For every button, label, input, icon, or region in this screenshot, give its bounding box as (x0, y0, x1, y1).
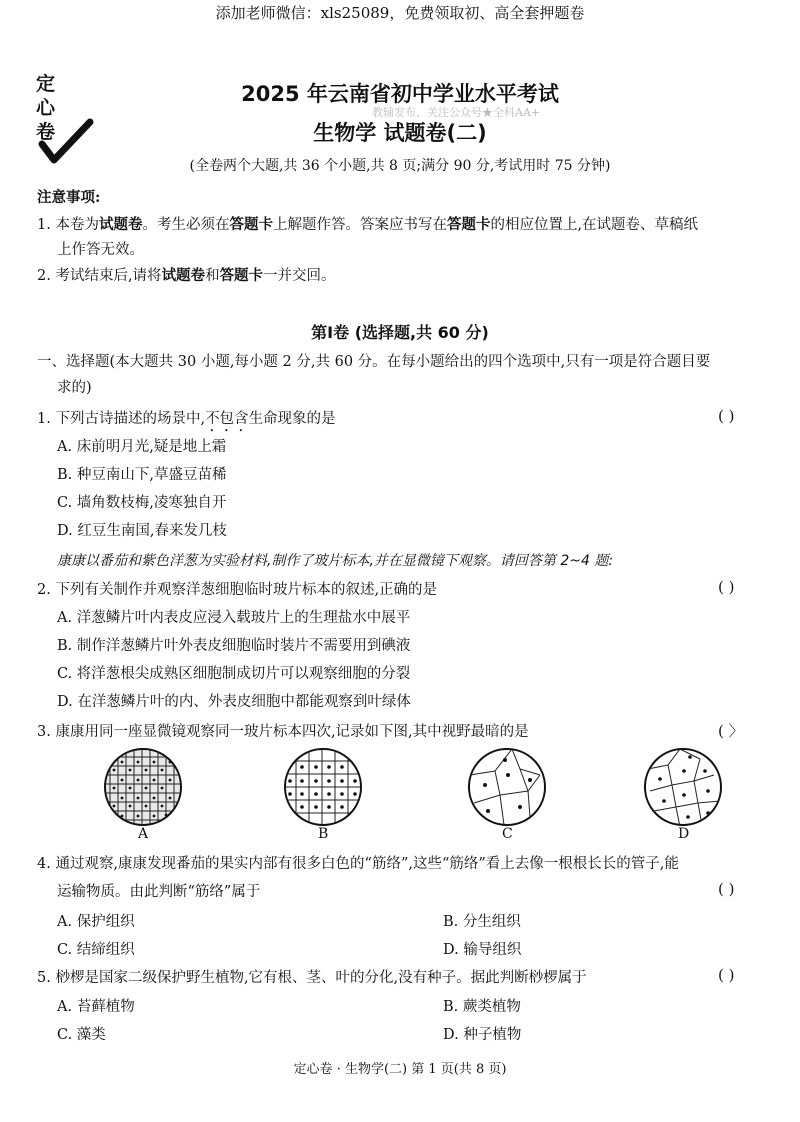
answer-blank-5[interactable]: ( ) (718, 966, 735, 984)
q1-option-c[interactable]: C. 墙角数枝梅,凌寒独自开 (57, 495, 227, 511)
notes-heading: 注意事项: (37, 189, 101, 206)
q5-option-d[interactable]: D. 种子植物 (443, 1027, 522, 1043)
page-footer: 定心卷 · 生物学(二) 第 1 页(共 8 页) (293, 1062, 507, 1077)
q5-option-b[interactable]: B. 蕨类植物 (443, 999, 521, 1015)
caption-b: B (318, 826, 329, 842)
answer-blank-2[interactable]: ( ) (718, 578, 735, 596)
field-b[interactable] (280, 745, 366, 835)
context-text: 康康以番茄和紫色洋葱为实验材料,制作了玻片标本,并在显微镜下观察。请回答第 2~4 题: (57, 553, 614, 569)
question-4-stem: 4. 通过观察,康康发现番茄的果实内部有很多白色的“筋络”,这些“筋络”看上去像一根根长长的管子,能 (37, 856, 679, 872)
q2-option-c[interactable]: C. 将洋葱根尖成熟区细胞制成切片可以观察细胞的分裂 (57, 666, 411, 682)
q1-option-d[interactable]: D. 红豆生南国,春来发几枝 (57, 523, 227, 539)
q4-option-d[interactable]: D. 输导组织 (443, 942, 522, 958)
part-intro-cont: 求的) (57, 380, 92, 396)
q5-option-c[interactable]: C. 藻类 (57, 1027, 106, 1043)
watermark: 教辅发布，关注公众号★全科AA+ (372, 106, 541, 119)
section-title: 第Ⅰ卷 (选择题,共 60 分) (311, 323, 489, 342)
q4-option-a[interactable]: A. 保护组织 (57, 914, 135, 930)
caption-a: A (138, 826, 149, 842)
logo-char-2: 心 (36, 97, 56, 119)
q1-option-b[interactable]: B. 种豆南山下,草盛豆苗稀 (57, 467, 227, 483)
q4-option-c[interactable]: C. 结缔组织 (57, 942, 135, 958)
q2-option-d[interactable]: D. 在洋葱鳞片叶的内、外表皮细胞中都能观察到叶绿体 (57, 694, 411, 710)
note-1-cont: 上作答无效。 (57, 242, 144, 258)
question-2-stem: 2. 下列有关制作并观察洋葱细胞临时玻片标本的叙述,正确的是 (37, 582, 438, 598)
note-2: 2. 考试结束后,请将试题卷和答题卡一并交回。 (37, 267, 336, 284)
caption-c: C (502, 826, 513, 842)
logo-char-1: 定 (36, 73, 56, 95)
q1-option-a[interactable]: A. 床前明月光,疑是地上霜 (57, 439, 227, 455)
field-a[interactable] (100, 745, 186, 835)
exam-title: 2025 年云南省初中学业水平考试 (241, 82, 559, 106)
field-d[interactable] (645, 749, 721, 827)
answer-blank-1[interactable]: ( ) (718, 407, 735, 425)
q4-option-b[interactable]: B. 分生组织 (443, 914, 521, 930)
question-4-stem-cont: 运输物质。由此判断“筋络”属于 (57, 884, 261, 900)
question-1-stem: 1. 下列古诗描述的场景中,不包含生命现象的是 (37, 411, 336, 427)
q2-option-b[interactable]: B. 制作洋葱鳞片叶外表皮细胞临时装片不需要用到碘液 (57, 638, 411, 654)
question-3-stem: 3. 康康用同一座显微镜观察同一玻片标本四次,记录如下图,其中视野最暗的是 (37, 724, 529, 740)
part-intro: 一、选择题(本大题共 30 小题,每小题 2 分,共 60 分。在每小题给出的四个选项中,只有一项是符合题目要 (37, 354, 711, 370)
caption-d: D (678, 826, 690, 842)
q2-option-a[interactable]: A. 洋葱鳞片叶内表皮应浸入载玻片上的生理盐水中展平 (57, 610, 411, 626)
q5-option-a[interactable]: A. 苔藓植物 (57, 999, 135, 1015)
note-1: 1. 本卷为试题卷。考生必须在答题卡上解题作答。答案应书写在答题卡的相应位置上,在试题卷、草稿纸 (37, 216, 699, 233)
question-5-stem: 5. 桫椤是国家二级保护野生植物,它有根、茎、叶的分化,没有种子。据此判断桫椤属于 (37, 970, 587, 986)
top-note: 添加老师微信：xls25089，免费领取初、高全套押题卷 (215, 4, 585, 22)
field-c[interactable] (469, 749, 545, 825)
paper-title: 生物学 试题卷(二) (313, 121, 487, 145)
logo-char-3: 卷 (36, 121, 56, 143)
exam-info: (全卷两个大题,共 36 个小题,共 8 页;满分 90 分,考试用时 75 分钟) (189, 158, 611, 174)
answer-blank-3[interactable]: ( 〉 (718, 722, 744, 740)
answer-blank-4[interactable]: ( ) (718, 880, 735, 898)
